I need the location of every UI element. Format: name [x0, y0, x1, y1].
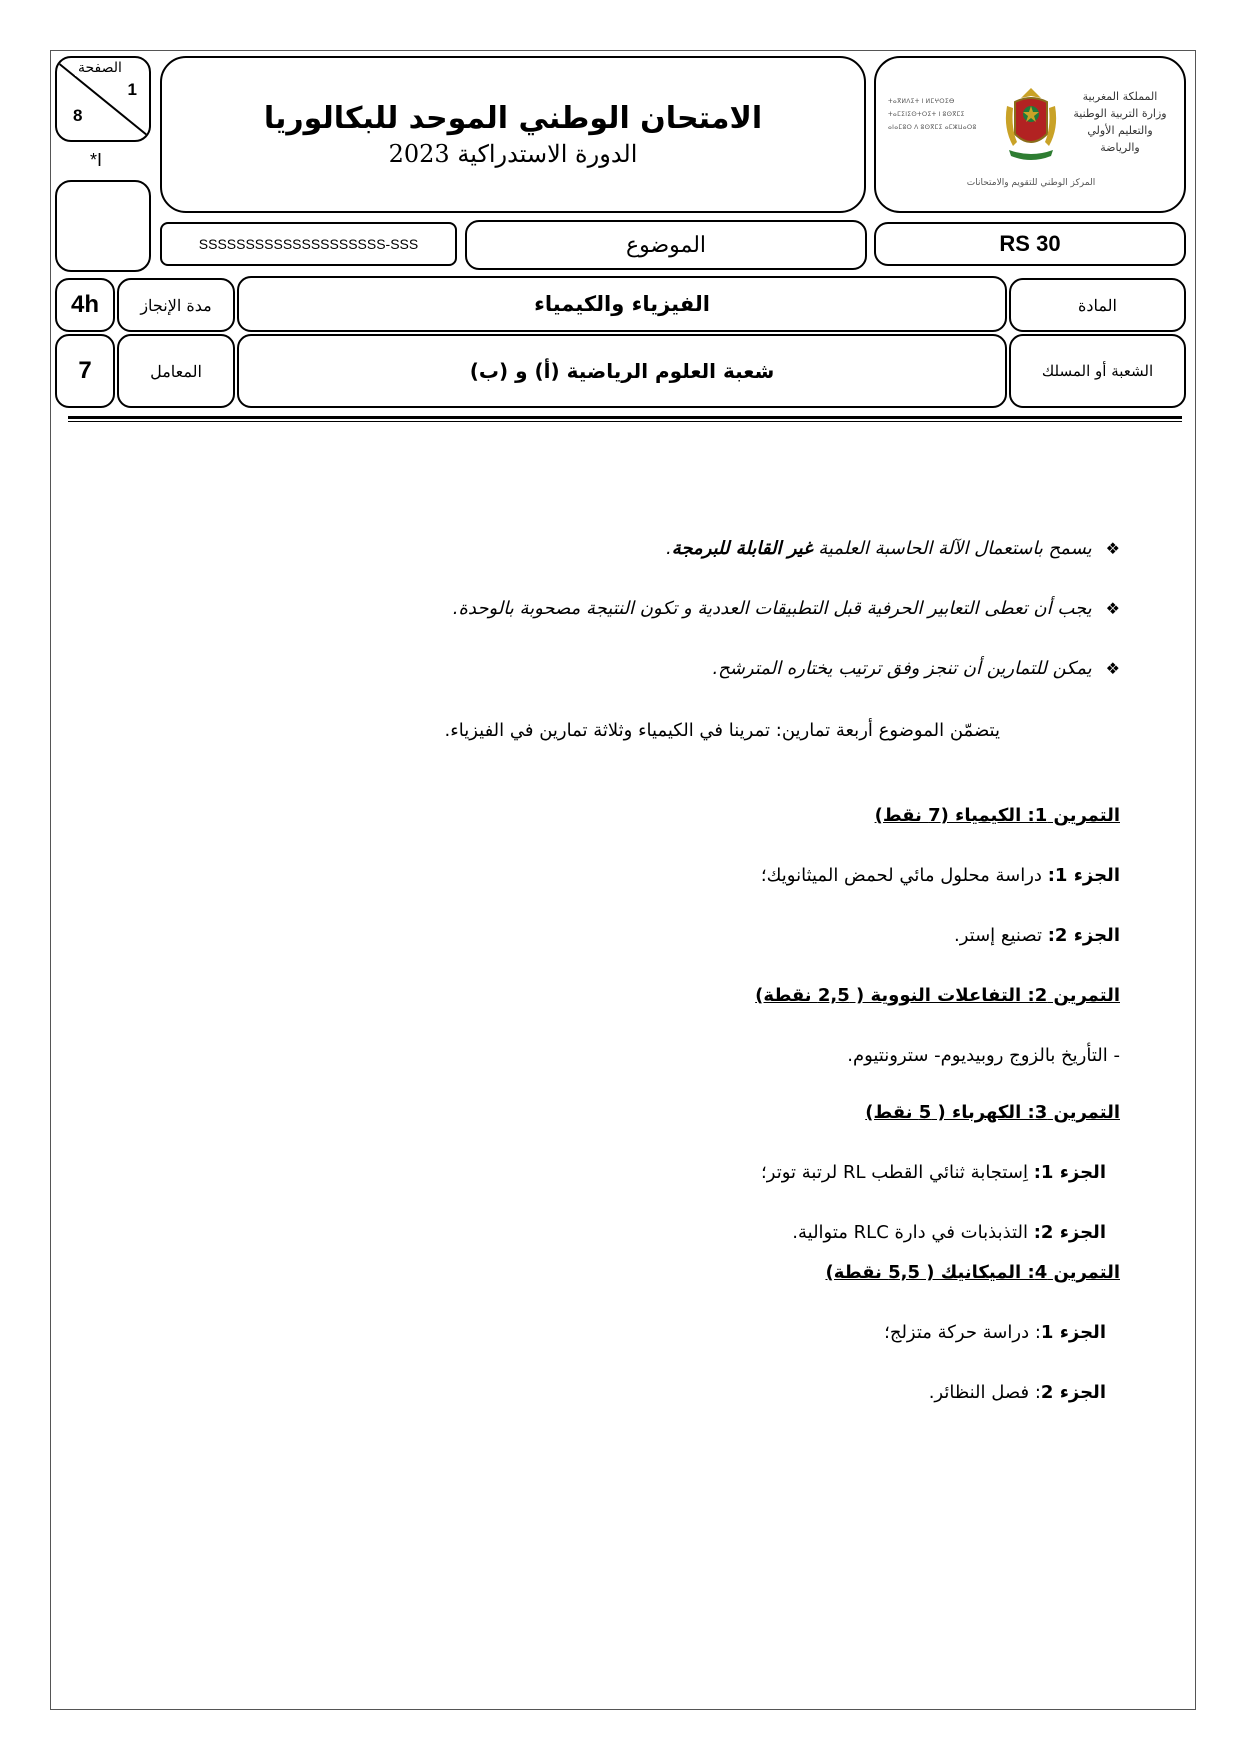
duration-value: 4h	[55, 278, 115, 332]
page-mark: *I	[90, 150, 103, 170]
page-label: الصفحة	[75, 60, 125, 76]
page-current: 1	[127, 80, 137, 99]
coefficient-label: المعامل	[117, 334, 235, 408]
exam-title-box	[160, 56, 866, 213]
instruction-item: ❖يسمح باستعمال الآلة الحاسبة العلمية غير القابلة للبرمجة.	[666, 538, 1120, 559]
exercise-part: الجزء 2: فصل النظائر.	[928, 1382, 1106, 1403]
ministry-name-ar: المملكة المغربية وزارة التربية الوطنية والتعليم الأولي والرياضة	[1073, 90, 1167, 154]
duration-label: مدة الإنجاز	[117, 278, 235, 332]
diamond-bullet-icon: ❖	[1105, 659, 1120, 678]
ministry-name-tifinagh: ⵜⴰⴳⵍⴷⵉⵜ ⵏ ⵍⵎⵖⵔⵉⴱ ⵜⴰⵎⵉⵏⵉⵙⵜⵔⵉⵜ ⵏ ⵓⵙⴳⵎⵉ ⴰⵏⴰⵎⵓⵔ ⴷ ⵓⵙⴳⵎⵉ ⴰⵎⵣⵡⴰⵔⵓ	[888, 99, 977, 131]
blank-box	[55, 180, 151, 272]
subject-intro: يتضمّن الموضوع أربعة تمارين: تمرينا في الكيمياء وثلاثة تمارين في الفيزياء.	[444, 720, 1000, 741]
coefficient-value: 7	[55, 334, 115, 408]
subject-value: الفيزياء والكيمياء	[237, 276, 1007, 332]
coat-of-arms-icon	[1001, 84, 1061, 174]
exam-title: الامتحان الوطني الموحد للبكالوريا	[263, 101, 763, 136]
ministry-logo-box	[874, 56, 1186, 213]
exam-session: الدورة الاستدراكية 2023	[388, 140, 638, 168]
exam-reference: RS 30	[874, 222, 1186, 266]
diamond-bullet-icon: ❖	[1105, 539, 1120, 558]
exercise-part: الجزء 1: دراسة حركة متزلج؛	[884, 1322, 1106, 1343]
exercise-part: الجزء 1: دراسة محلول مائي لحمض الميثانويك؛	[760, 865, 1120, 886]
exercise-title: التمرين 3: الكهرباء ( 5 نقط)	[865, 1102, 1120, 1123]
instruction-item: ❖يمكن للتمارين أن تنجز وفق ترتيب يختاره المترشح.	[712, 658, 1120, 679]
branch-value: شعبة العلوم الرياضية (أ) و (ب)	[237, 334, 1007, 408]
exercise-title: التمرين 2: التفاعلات النووية ( 2,5 نقطة)	[755, 985, 1120, 1006]
exercise-part: الجزء 2: تصنيع إستر.	[954, 925, 1120, 946]
diamond-bullet-icon: ❖	[1105, 599, 1120, 618]
exercise-title: التمرين 4: الميكانيك ( 5,5 نقطة)	[825, 1262, 1120, 1283]
exercise-part: الجزء 2: التذبذبات في دارة RLC متوالية.	[792, 1222, 1106, 1243]
instruction-item: ❖يجب أن تعطى التعابير الحرفية قبل التطبيقات العددية و تكون النتيجة مصحوبة بالوحدة.	[452, 598, 1120, 619]
branch-label: الشعبة أو المسلك	[1009, 334, 1186, 408]
subject-field-label: المادة	[1009, 278, 1186, 332]
exam-code: SSSSSSSSSSSSSSSSSSSS-SSS	[160, 222, 457, 266]
subject-label: الموضوع	[465, 220, 867, 270]
header-rule	[68, 416, 1182, 419]
exercise-title: التمرين 1: الكيمياء (7 نقط)	[874, 805, 1120, 826]
ministry-caption: المركز الوطني للتقويم والامتحانات	[966, 178, 1096, 188]
exercise-part: الجزء 1: اِستجابة ثنائي القطب RL لرتبة توتر؛	[761, 1162, 1106, 1183]
header-rule-thin	[68, 421, 1182, 422]
page-total: 8	[73, 106, 83, 125]
exercise-part: - التأريخ بالزوج روبيديوم- سترونتيوم.	[847, 1045, 1120, 1066]
